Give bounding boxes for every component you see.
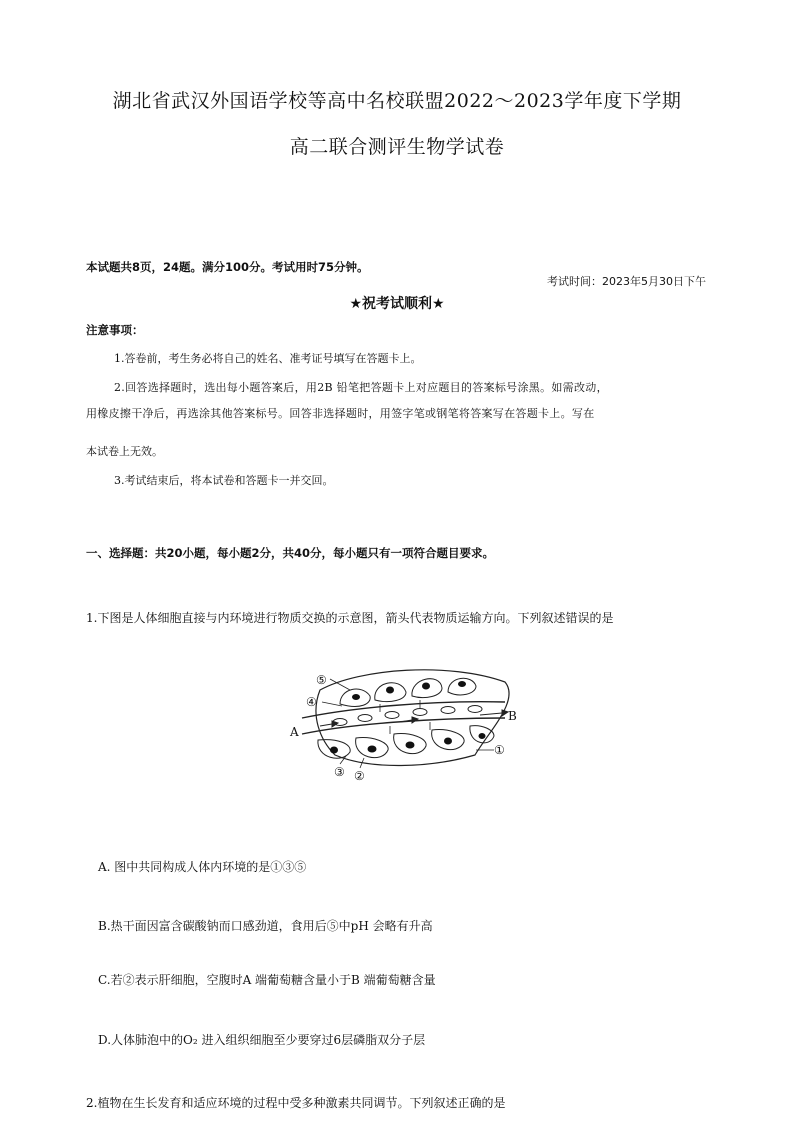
question-2-stem: 2.植物在生长发育和适应环境的过程中受多种激素共同调节。下列叙述正确的是 (86, 1096, 506, 1110)
option-b: B.热干面因富含碳酸钠而口感劲道，食用后⑤中pH 会略有升高 (98, 919, 433, 933)
paper-info: 本试题共8页，24题。满分100分。考试用时75分钟。 (86, 260, 369, 274)
notice-item-2-line2: 用橡皮擦干净后，再选涂其他答案标号。回答非选择题时，用签字笔或钢笔将答案写在答题卡上。写在 (86, 407, 595, 420)
figure-label-4: ④ (306, 695, 317, 709)
figure-label-b: B (508, 709, 517, 723)
figure-label-a: A (290, 725, 299, 739)
figure-label-3: ③ (334, 765, 345, 779)
option-d: D.人体肺泡中的O₂ 进入组织细胞至少要穿过6层磷脂双分子层 (98, 1033, 426, 1047)
cell-exchange-diagram (280, 660, 530, 785)
figure-label-2: ② (354, 769, 365, 783)
notice-item-1: 1.答卷前，考生务必将自己的姓名、准考证号填写在答题卡上。 (114, 352, 422, 365)
good-luck: ★祝考试顺利★ (349, 296, 445, 312)
exam-title-line1: 湖北省武汉外国语学校等高中名校联盟2022～2023学年度下学期 (112, 90, 682, 112)
option-a: A. 图中共同构成人体内环境的是①③⑤ (98, 860, 307, 874)
section-heading: 一、选择题：共20小题，每小题2分，共40分，每小题只有一项符合题目要求。 (86, 546, 495, 560)
notice-item-2-line3: 本试卷上无效。 (86, 445, 163, 458)
notice-item-2-line1: 2.回答选择题时，选出每小题答案后，用2B 铅笔把答题卡上对应题目的答案标号涂黑。如需改动， (114, 381, 608, 394)
notice-item-3: 3.考试结束后，将本试卷和答题卡一并交回。 (114, 474, 334, 487)
question-1-stem: 1.下图是人体细胞直接与内环境进行物质交换的示意图，箭头代表物质运输方向。下列叙述错误的是 (86, 611, 614, 625)
exam-time: 考试时间：2023年5月30日下午 (547, 275, 706, 288)
figure-label-5: ⑤ (316, 673, 327, 687)
notice-heading: 注意事项： (86, 323, 144, 337)
figure-label-1: ① (494, 743, 505, 757)
exam-title-line2: 高二联合测评生物学试卷 (289, 136, 505, 158)
option-c: C.若②表示肝细胞，空腹时A 端葡萄糖含量小于B 端葡萄糖含量 (98, 973, 436, 987)
